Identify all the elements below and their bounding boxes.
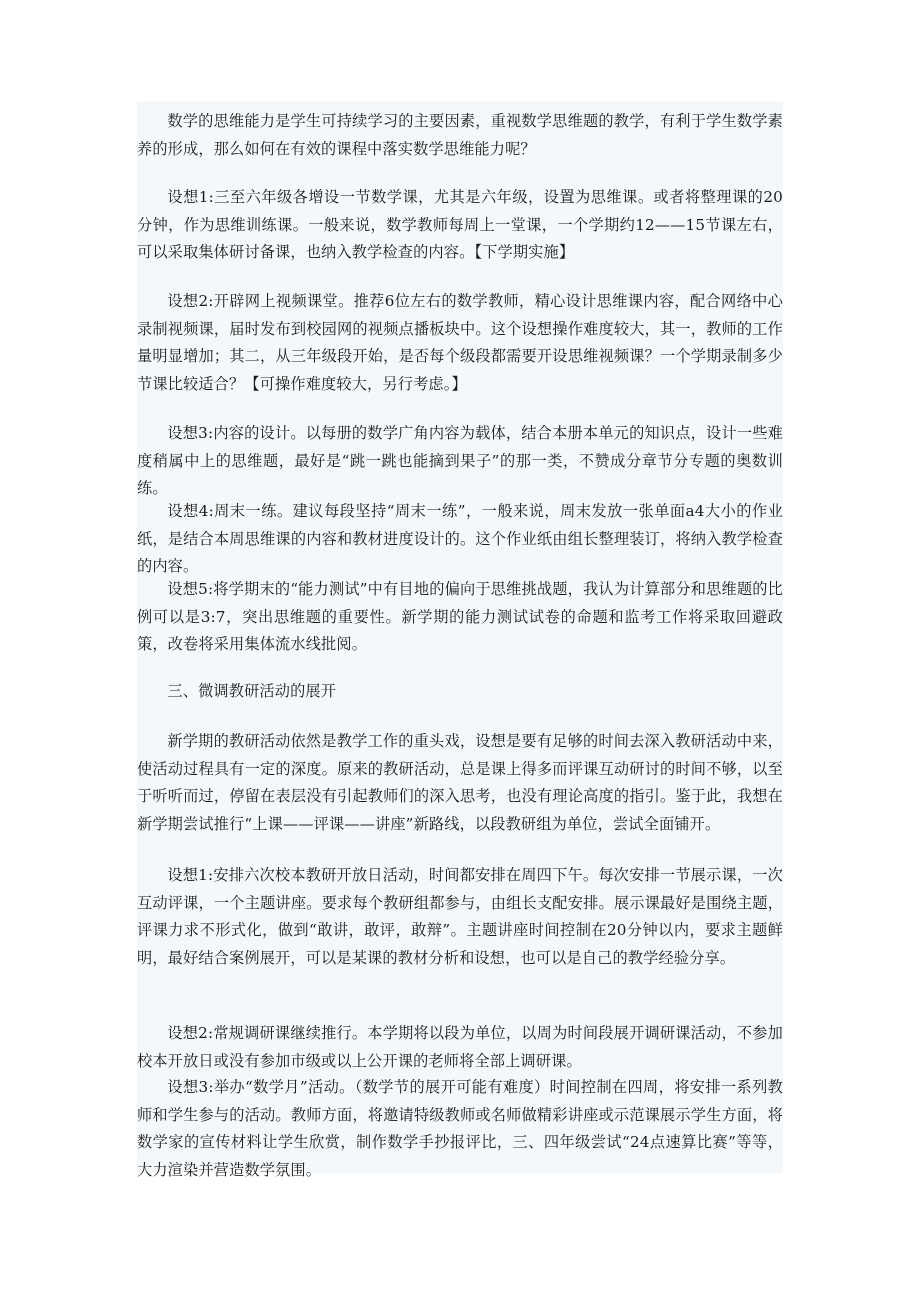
research-idea-2-paragraph: 设想2:常规调研课继续推行。本学期将以段为单位，以周为时间段展开调研课活动，不参加校本开放日或没有参加市级或以上公开课的老师将全部上调研课。	[137, 1024, 783, 1070]
section-heading: 三、微调教研活动的展开	[167, 682, 337, 700]
idea-1-paragraph: 设想1:三至六年级各增设一节数学课，尤其是六年级，设置为思维课。或者将整理课的20分钟，作为思维训练课。一般来说，数学教师每周上一堂课，一个学期约12——15节课左右，可以采取集体研讨备课，也纳入教学检查的内容。【下学期实施】	[137, 188, 783, 262]
research-intro-paragraph: 新学期的教研活动依然是教学工作的重头戏，设想是要有足够的时间去深入教研活动中来，使活动过程具有一定的深度。原来的教研活动，总是课上得多而评课互动研讨的时间不够，以至于听听而过，停留在表层没有引起教师们的深入思考，也没有理论高度的指引。鉴于此，我想在新学期尝试推行“上课——评课——讲座”新路线，以段教研组为单位，尝试全面铺开。	[137, 732, 783, 833]
research-idea-3-paragraph: 设想3:举办“数学月”活动。（数学节的展开可能有难度）时间控制在四周，将安排一系列教师和学生参与的活动。教师方面，将邀请特级教师或名师做精彩讲座或示范课展示学生方面，将数学家的宣传材料让学生欣赏，制作数学手抄报评比，三、四年级尝试“24点速算比赛”等等，大力渲染并营造数学氛围。	[137, 1078, 783, 1179]
idea-5-paragraph: 设想5:将学期末的“能力测试”中有目地的偏向于思维挑战题，我认为计算部分和思维题的比例可以是3:7，突出思维题的重要性。新学期的能力测试试卷的命题和监考工作将采取回避政策，改卷将采用集体流水线批阅。	[137, 580, 783, 654]
intro-paragraph: 数学的思维能力是学生可持续学习的主要因素，重视数学思维题的教学，有利于学生数学素养的形成，那么如何在有效的课程中落实数学思维能力呢？	[137, 112, 783, 158]
idea-2-paragraph: 设想2:开辟网上视频课堂。推荐6位左右的数学教师，精心设计思维课内容，配合网络中心录制视频课，届时发布到校园网的视频点播板块中。这个设想操作难度较大，其一，教师的工作量明显增加；其二，从三年级段开始，是否每个级段都需要开设思维视频课？一个学期录制多少节课比较适合？【可操作难度较大，另行考虑。】	[137, 292, 783, 393]
idea-4-paragraph: 设想4:周末一练。建议每段坚持“周末一练”，一般来说，周末发放一张单面a4大小的作业纸，是结合本周思维课的内容和教材进度设计的。这个作业纸由组长整理装订，将纳入教学检查的内容。	[137, 502, 783, 576]
idea-3-paragraph: 设想3:内容的设计。以每册的数学广角内容为载体，结合本册本单元的知识点，设计一些难度稍属中上的思维题，最好是“跳一跳也能摘到果子”的那一类，不赞成分章节分专题的奥数训练。	[137, 424, 783, 498]
research-idea-1-paragraph: 设想1:安排六次校本教研开放日活动，时间都安排在周四下午。每次安排一节展示课，一次互动评课，一个主题讲座。要求每个教研组都参与，由组长支配安排。展示课最好是围绕主题，评课力求不形式化，做到“敢讲，敢评，敢辩”。主题讲座时间控制在20分钟以内，要求主题鲜明，最好结合案例展开，可以是某课的教材分析和设想，也可以是自己的教学经验分享。	[137, 866, 783, 967]
